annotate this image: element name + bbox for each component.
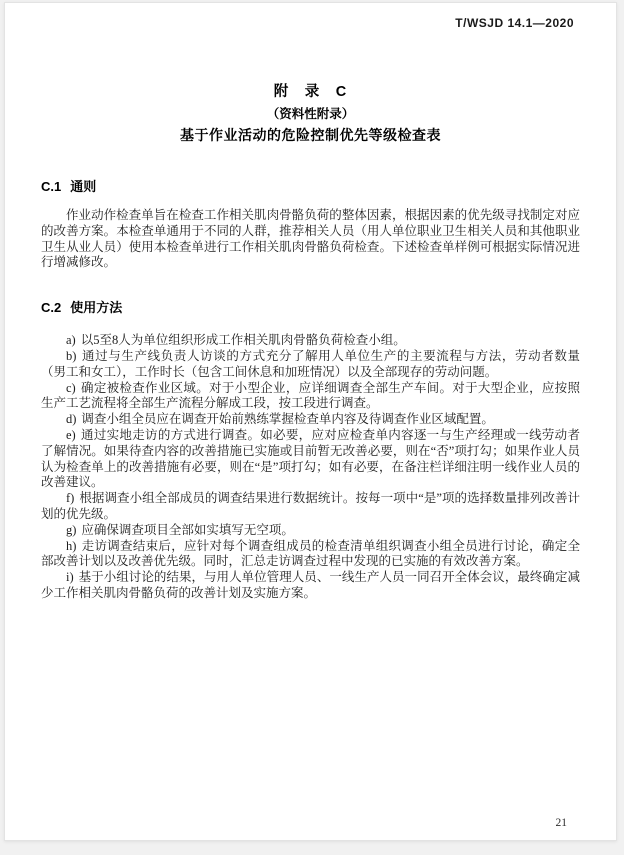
standard-number: T/WSJD 14.1—2020 — [455, 16, 574, 30]
list-item — [41, 381, 580, 413]
appendix-type: （资料性附录） — [266, 107, 355, 121]
list-item-text: 调查小组全员应在调查开始前熟练掌握检查单内容及待调查作业区域配置。 — [81, 412, 494, 427]
section-c2-number: C.2 — [41, 300, 62, 316]
list-item-text: 应确保调查项目全部如实填写无空项。 — [81, 522, 294, 537]
list-item-text: 走访调查结束后，应针对每个调查组成员的检查清单组织调查小组全员进行讨论，确定全部改善计划以及改善优先级。同时，汇总走访调查过程中发现的已实施的有效改善方案。 — [41, 538, 580, 569]
list-item-label: b) — [66, 348, 77, 363]
list-item-text: 通过实地走访的方式进行调查。如必要，应对应检查单内容逐一与生产经理或一线劳动者了解情况。如果待查内容的改善措施已实施或目前暂无改善必要，则在“否”项打勾；如果作业人员认为检查单上的改善措施有必要，则在“是”项打勾；如有必要，在备注栏详细注明一线作业人员的改善建议。 — [41, 427, 580, 490]
list-item-text: 通过与生产线负责人访谈的方式充分了解用人单位生产的主要流程与方法，劳动者数量（男工和女工），工作时长（包含工间休息和加班情况）以及全部现存的劳动问题。 — [41, 348, 580, 379]
list-item-text: 确定被检查作业区域。对于小型企业，应详细调查全部生产车间。对于大型企业，应按照生产工艺流程将全部生产流程分解成工段，按工段进行调查。 — [41, 380, 580, 411]
list-item — [41, 539, 580, 571]
list-item-text: 以5至8人为单位组织形成工作相关肌肉骨骼负荷检查小组。 — [80, 333, 406, 348]
list-item-text: 基于小组讨论的结果，与用人单位管理人员、一线生产人员一同召开全体会议，最终确定减少工作相关肌肉骨骼负荷的改善计划及实施方案。 — [41, 570, 580, 600]
list-item-text: 根据调查小组全部成员的调查结果进行数据统计。按每一项中“是”项的选择数量排列改善计划的优先级。 — [41, 491, 580, 521]
list-item — [41, 428, 580, 491]
appendix-heading: 基于作业活动的危险控制优先等级检查表 — [180, 127, 441, 143]
method-steps-list — [41, 333, 580, 602]
list-item-label: e) — [66, 427, 76, 442]
list-item-label: c) — [66, 380, 76, 395]
section-c1-paragraph: 作业动作检查单旨在检查工作相关肌肉骨骼负荷的整体因素，根据因素的优先级寻找制定对应的改善方案。本检查单通用于不同的人群，推荐相关人员（用人单位职业卫生相关人员和其他职业卫生从业人员）使用本检查单进行工作相关肌肉骨骼负荷检查。下述检查单样例可根据实际情况进行增减修改。 — [41, 208, 580, 270]
list-item-label: f) — [66, 491, 75, 506]
list-item — [41, 570, 580, 602]
section-c1-title: 通则 — [70, 179, 97, 194]
section-c1-heading — [41, 176, 580, 195]
list-item-label: a) — [66, 333, 76, 348]
list-item — [41, 523, 580, 539]
running-header — [41, 16, 580, 30]
list-item-label: g) — [66, 522, 77, 537]
list-item-label: i) — [66, 570, 74, 585]
section-c1-number: C.1 — [41, 179, 62, 194]
list-item-label: d) — [66, 412, 77, 427]
section-c2-title: 使用方法 — [70, 300, 123, 316]
appendix-title-block — [41, 80, 580, 145]
list-item — [41, 349, 580, 381]
list-item — [41, 333, 580, 349]
list-item — [41, 412, 580, 428]
appendix-label: 附 录 C — [273, 84, 348, 100]
list-item — [41, 491, 580, 523]
page-number: 21 — [555, 817, 567, 829]
list-item-label: h) — [66, 538, 77, 553]
document-page — [4, 2, 617, 841]
section-c2-heading — [41, 297, 580, 316]
